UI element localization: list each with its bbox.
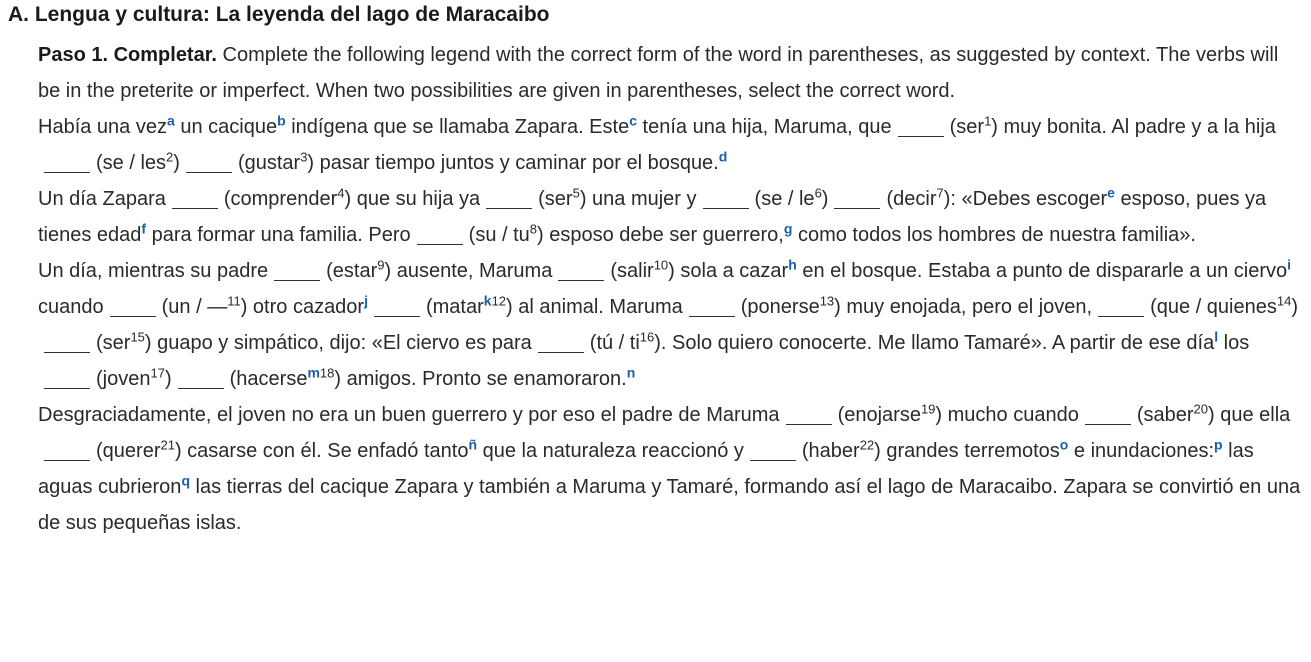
item-number: 9 [377,257,385,273]
story-text: (comprender [223,188,338,210]
story-text: ) muy enojada, pero el joven, [834,296,1093,318]
item-number: 10 [653,257,669,273]
story-text: las tierras del cacique Zapara y también a Maruma y Tamaré, formando así el lago de Maracaibo. Zapara se convirtió en una de sus pequeñas islas. [38,476,1301,534]
story-text: ). Solo quiero conocerte. Me llamo Tamaré». A partir de ese día [654,332,1215,354]
item-number: 15 [130,329,145,345]
item-number: 3 [300,149,308,165]
story-text: (se / les [96,152,167,174]
legend-text [38,109,1306,541]
item-number: 19 [920,401,936,417]
instructions-text: Complete the following legend with the correct form of the word in parentheses, as suggested by context. The verbs will be in the preterite or imperfect. When two possibilities are given in parentheses, select the correct word. [38,44,1279,102]
story-text: los [1218,332,1250,354]
story-text: ) grandes terremotos [874,440,1060,462]
story-text: e inundaciones: [1068,440,1215,462]
story-text: (que / quienes [1150,296,1277,318]
story-text: para formar una familia. Pero [146,224,411,246]
footnote-marker[interactable]: q [181,472,190,489]
footnote-marker[interactable]: m [307,364,320,381]
answer-blank-15[interactable] [44,330,90,353]
item-number: 5 [572,185,580,201]
footnote-marker[interactable]: b [277,112,286,129]
item-number: 14 [1276,293,1292,309]
story-text: (matar [425,296,484,318]
story-text: ) una mujer y [579,188,697,210]
story-text: tenía una hija, Maruma, que [637,116,892,138]
footnote-marker[interactable]: g [783,220,793,237]
story-text: ) guapo y simpático, dijo: «El ciervo es para [144,332,532,354]
item-number: 18 [319,365,335,381]
story-text: Había una vez [38,116,167,138]
story-text: (su / tu [468,224,530,246]
item-number: 22 [859,437,875,453]
story-text: (gustar [237,152,301,174]
story-text: (ponerse [740,296,820,318]
answer-blank-13[interactable] [689,294,735,317]
story-text: esposo, pues ya tienes edad [38,188,1267,246]
story-text: Un día Zapara [38,188,166,210]
footnote-marker[interactable]: d [718,148,728,165]
answer-blank-10[interactable] [558,258,604,281]
story-text: (ser [538,188,573,210]
answer-blank-17[interactable] [44,366,90,389]
footnote-marker[interactable]: ñ [468,436,478,453]
story-text: como todos los hombres de nuestra familia». [792,224,1196,246]
item-number: 17 [150,365,165,381]
story-text: (estar [326,260,378,282]
story-text: ) [164,368,172,390]
story-paragraph [38,181,1306,253]
story-paragraph [38,253,1306,397]
story-text: (saber [1136,404,1194,426]
answer-blank-5[interactable] [486,186,532,209]
story-text: (decir [886,188,937,210]
story-text: (haber [801,440,860,462]
footnote-marker[interactable]: l [1214,328,1219,345]
story-text: en el bosque. Estaba a punto de dispararle a un ciervo [796,260,1288,282]
item-number: 13 [819,293,835,309]
footnote-marker[interactable]: i [1287,256,1292,273]
story-text: Desgraciadamente, el joven no era un buen guerrero y por eso el padre de Maruma [38,404,780,426]
item-number: 2 [166,149,174,165]
story-text: (ser [949,116,985,138]
story-text: (un / — [161,296,228,318]
story-text: (joven [96,368,151,390]
footnote-marker[interactable]: c [629,112,637,129]
story-text: (enojarse [837,404,921,426]
story-text: (querer [96,440,161,462]
footnote-marker[interactable]: j [364,292,368,309]
story-text: ) esposo debe ser guerrero, [537,224,784,246]
story-text: Un día, mientras su padre [38,260,269,282]
answer-blank-3[interactable] [186,150,232,173]
footnote-marker[interactable]: k [483,292,492,309]
item-number: 16 [639,329,655,345]
section-heading: A. Lengua y cultura: La leyenda del lago de Maracaibo [8,3,550,26]
story-text: cuando [38,296,104,318]
footnote-marker[interactable]: a [166,112,175,129]
story-text: ) [173,152,180,174]
footnote-marker[interactable]: p [1214,436,1223,453]
answer-blank-12[interactable] [374,294,420,317]
story-text: ) sola a cazar [668,260,789,282]
story-text: ) que ella [1208,404,1291,426]
item-number: 4 [337,185,345,201]
story-text: ) [1291,296,1299,318]
item-number: 11 [227,293,241,309]
story-text: (salir [610,260,654,282]
item-number: 1 [984,113,992,129]
answer-blank-6[interactable] [703,186,749,209]
answer-blank-8[interactable] [417,222,463,245]
footnote-marker[interactable]: e [1107,184,1115,201]
story-text: (hacerse [229,368,308,390]
item-number: 20 [1193,401,1209,417]
item-number: 7 [936,185,944,201]
story-text: ) casarse con él. Se enfadó tanto [174,440,469,462]
story-text: ) muy bonita. Al padre y a la hija [991,116,1276,138]
story-text: que la naturaleza reaccionó y [477,440,744,462]
answer-blank-20[interactable] [1085,402,1131,425]
answer-blank-14[interactable] [1098,294,1144,317]
story-text: ) ausente, Maruma [384,260,553,282]
story-text: ) pasar tiempo juntos y caminar por el bosque. [307,152,719,174]
item-number: 12 [491,293,507,309]
story-text: ) [821,188,829,210]
story-paragraph [38,109,1306,181]
story-text: ) que su hija ya [344,188,481,210]
story-text: ): «Debes escoger [943,188,1108,210]
answer-blank-22[interactable] [750,438,796,461]
item-number: 8 [529,221,538,237]
answer-blank-1[interactable] [898,114,944,137]
footnote-marker[interactable]: f [141,220,147,237]
exercise-body [38,37,1306,541]
footnote-marker[interactable]: n [626,364,636,381]
story-text: ) al animal. Maruma [506,296,683,318]
step-label: Paso 1. Completar. [38,44,217,66]
story-text: ) amigos. Pronto se enamoraron. [334,368,627,390]
footnote-marker[interactable]: h [788,256,797,273]
footnote-marker[interactable]: o [1059,436,1069,453]
answer-blank-9[interactable] [274,258,320,281]
item-number: 21 [160,437,175,453]
story-text: ) otro cazador [240,296,365,318]
answer-blank-16[interactable] [538,330,584,353]
answer-blank-7[interactable] [834,186,880,209]
story-paragraph [38,397,1306,541]
story-text: (ser [96,332,131,354]
answer-blank-18[interactable] [178,366,224,389]
answer-blank-4[interactable] [172,186,218,209]
story-text: un cacique [174,116,278,138]
story-text: las aguas cubrieron [38,440,1254,498]
story-text: (tú / ti [589,332,640,354]
instructions-paragraph [38,37,1306,109]
answer-blank-11[interactable] [110,294,156,317]
story-text: ) mucho cuando [935,404,1079,426]
story-text: indígena que se llamaba Zapara. Este [285,116,630,138]
story-text: (se / le [754,188,815,210]
item-number: 6 [814,185,822,201]
answer-blank-2[interactable] [44,150,90,173]
answer-blank-19[interactable] [786,402,832,425]
answer-blank-21[interactable] [44,438,90,461]
